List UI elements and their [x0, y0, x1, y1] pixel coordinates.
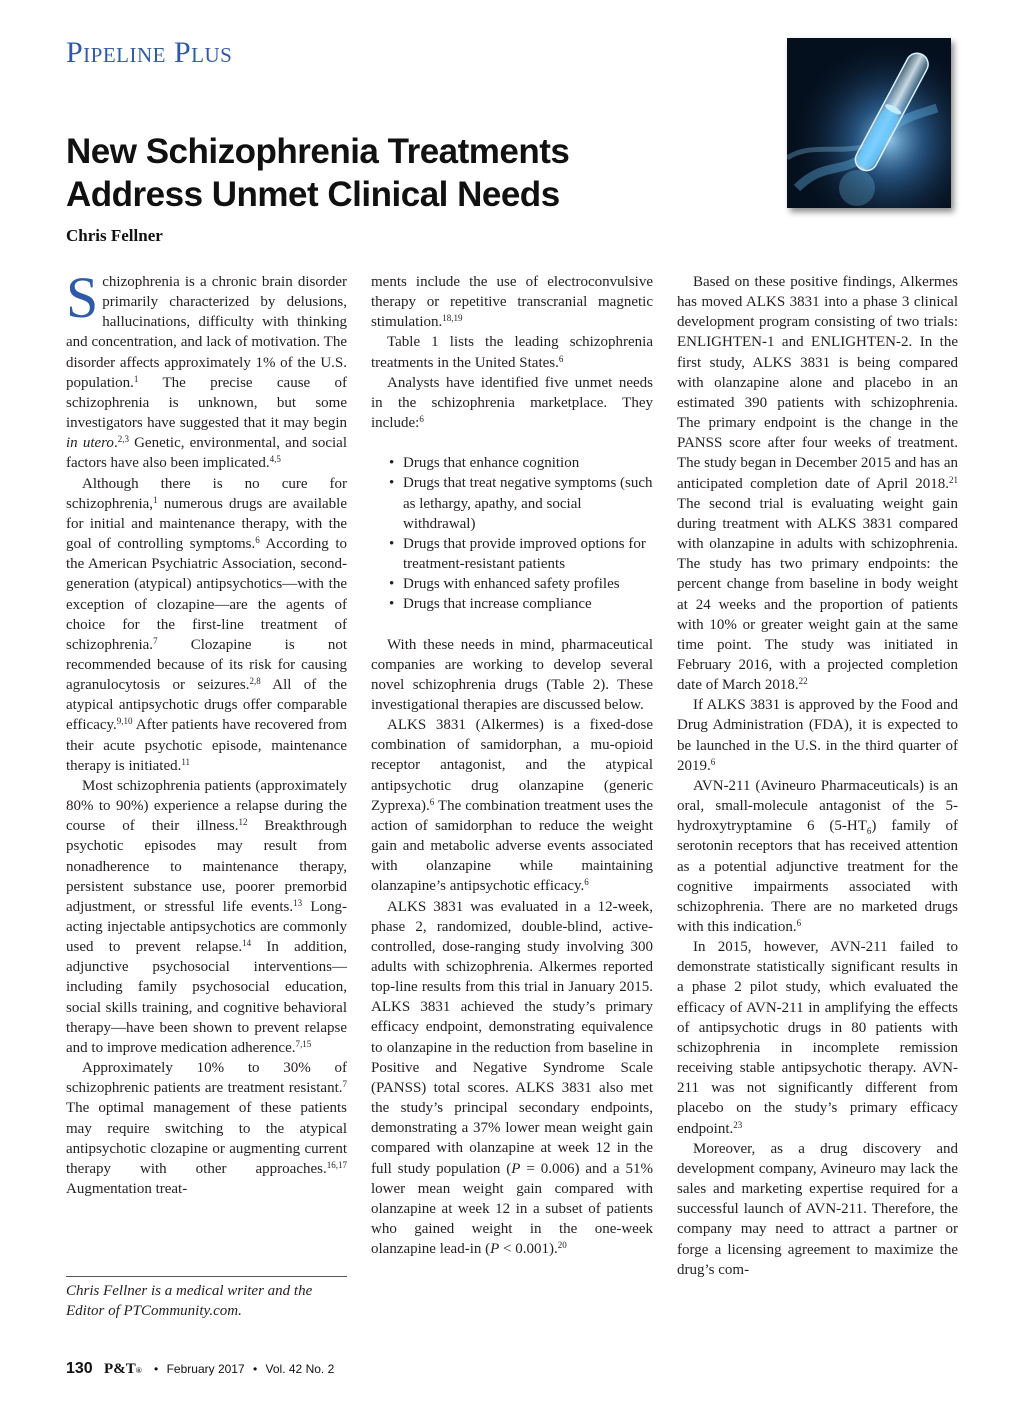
section-label: Pipeline Plus — [66, 36, 233, 69]
article-title-line-1: New Schizophrenia Treatments — [66, 132, 570, 171]
drop-cap: S — [66, 265, 99, 330]
paragraph: AVN-211 (Avineuro Pharmaceuticals) is an oral, small-molecule antagonist of the 5-hydroxytryptamine 6 $(5-HT_6)$ family of serotonin receptors that has received attention as a potential adjunctive treatment for the cognitive impairments associated with schizophrenia. There are no marketed drugs with this indication.$^6$ — [677, 777, 958, 935]
paragraph: In 2015, however, AVN-211 failed to demonstrate statistically significant results in a phase 2 pilot study, which evaluated the efficacy of AVN-211 in amplifying the effects of antipsychotic drugs in 80 patients with schizophrenia in incomplete remission receiving stable antipsychotic therapy. AVN-211 was not significantly different from placebo on the study’s primary efficacy endpoint.$^{23}$ — [677, 939, 958, 1137]
test-tube-image — [787, 38, 951, 208]
page-number: 130 — [66, 1360, 93, 1377]
unmet-needs-list — [403, 453, 653, 614]
author-footnote: Chris Fellner is a medical writer and the Editor of PTCommunity.com. — [66, 1283, 313, 1319]
paragraph: Schizophrenia is a chronic brain disorder primarily characterized by delusions, hallucinations, difficulty with thinking and concentration, and lack of motivation. The disorder affects approximately 1% of the U.S. population.$^1$ The precise cause of schizophrenia is unknown, but some investigators have suggested that it may begin in utero.$^{2,3}$ Genetic, environmental, and social factors have also been implicated.$^{4,5}$ — [66, 265, 347, 472]
author-byline: Chris Fellner — [66, 226, 163, 245]
column-2 — [371, 272, 653, 1259]
separator-dot: • — [154, 1362, 159, 1376]
list-item: • Drugs with enhanced safety profiles — [403, 574, 653, 594]
article-title-line-2: Address Unmet Clinical Needs — [66, 175, 560, 214]
paragraph: Table 1 lists the leading schizophrenia treatments in the United States.$^6$ — [371, 334, 653, 371]
paragraph: Most schizophrenia patients (approximately 80% to 90%) experience a relapse during the course of their illness.$^{12}$ Breakthrough psychotic episodes may result from nonadherence to maintenance therapy, persistent substance use, poorer premorbid adjustment, or stressful life events.$^{13}$ Long-acting injectable antipsychotics are commonly used to prevent relapse.$^{14}$ In addition, adjunctive psychosocial interventions—including family psychosocial education, social skills training, and cognitive behavioral therapy—have been shown to prevent relapse and to improve medication adherence.$^{7,15}$ — [66, 777, 348, 1056]
paragraph: Based on these positive findings, Alkermes has moved ALKS 3831 into a phase 3 clinical development program consisting of two trials: ENLIGHTEN-1 and ENLIGHTEN-2. In the first study, ALKS 3831 is being compared with olanzapine alone and placebo in an estimated 390 patients with schizophrenia. The primary endpoint is the change in the PANSS score after four weeks of treatment. The study began in December 2015 and has an anticipated completion date of April 2018.21 The second trial is evaluating weight gain during treatment with ALKS 3831 compared with olanzapine in adults with schizophrenia. The study has two primary endpoints: the percent change from baseline in body weight at 24 weeks and the proportion of patients with 10% or greater weight gain at the same time point. The study was initiated in February 2016, with a projected completion date of March 2018.22 — [677, 274, 958, 694]
volume-number: Vol. 42 No. 2 — [265, 1362, 335, 1376]
paragraph: Approximately 10% to 30% of schizophrenic patients are treatment resistant.$^7$ The optimal management of these patients may require switching to the atypical antipsychotic clozapine or augmenting current therapy with other approaches.$^{16,17}$ Augmentation treat- — [66, 1060, 347, 1198]
list-item: • Drugs that treat negative symptoms (such as lethargy, apathy, and social withdrawal) — [403, 473, 653, 533]
paragraph: Analysts have identified five unmet needs in the schizophrenia marketplace. They include:$^6$ — [371, 374, 653, 432]
separator-dot: • — [252, 1362, 258, 1376]
paragraph: ments include the use of electroconvulsive therapy or repetitive transcranial magnetic stimulation.$^{18,19}$ — [371, 274, 653, 331]
paragraph: Moreover, as a drug discovery and development company, Avineuro may lack the sales and marketing expertise required for a successful launch of AVN-211. Therefore, the company may need to attract a partner or forge a licensing agreement to maximize the drug’s com- — [677, 1140, 958, 1278]
registered-mark: ® — [135, 1366, 142, 1375]
column-3 — [677, 272, 958, 1280]
paragraph: With these needs in mind, pharmaceutical companies are working to develop several novel schizophrenia drugs (Table 2). These investigational therapies are discussed below. — [371, 636, 653, 713]
paragraph: ALKS 3831 was evaluated in a 12-week, phase 2, randomized, double-blind, active-controlled, dose-ranging study involving 300 adults with schizophrenia. Alkermes reported top-line results from this trial in January 2015. ALKS 3831 achieved the study’s primary efficacy endpoint, demonstrating equivalence to olanzapine in the reduction from baseline in Positive and Negative Syndrome Scale (PANSS) total scores. ALKS 3831 also met the study’s principal secondary endpoints, demonstrating a 37% lower mean weight gain compared with olanzapine at week 12 in the full study population (P = 0.006) and a 51% lower mean weight gain compared with olanzapine at week 12 in a subset of patients who gained weight in the one-week olanzapine lead-in (P < 0.001).$^{20}$ — [371, 898, 653, 1258]
paragraph: Although there is no cure for schizophrenia,$^1$ numerous drugs are available for initial and maintenance therapy, with the goal of controlling symptoms.$^6$ According to the American Psychiatric Association, second-generation (atypical) antipsychotics—with the exception of clozapine—are the agents of choice for the first-line treatment of schizophrenia.$^7$ Clozapine is not recommended because of its risk for causing agranulocytosis or seizures.$^{2,8}$ All of the atypical antipsychotic drugs offer comparable efficacy.$^{9,10}$ After patients have recovered from their acute psychotic episode, maintenance therapy is initiated.$^{11}$ — [66, 475, 347, 774]
list-item: • Drugs that enhance cognition — [403, 453, 653, 473]
footnote-divider — [66, 1276, 347, 1277]
paragraph: If ALKS 3831 is approved by the Food and Drug Administration (FDA), it is expected to be launched in the U.S. in the third quarter of 2019.$^6$ — [677, 697, 958, 774]
list-item: • Drugs that provide improved options for treatment-resistant patients — [403, 534, 653, 574]
issue-date: February 2017 — [166, 1362, 245, 1376]
article-title — [66, 130, 686, 216]
paragraph: ALKS 3831 (Alkermes) is a fixed-dose combination of samidorphan, a mu-opioid receptor antagonist, and the atypical antipsychotic drug olanzapine (generic Zyprexa).$^6$ The combination treatment uses the action of samidorphan to reduce the weight gain and metabolic adverse events associated with olanzapine while maintaining olanzapine’s antipsychotic efficacy.$^6$ — [371, 717, 653, 895]
page-footer — [66, 1360, 334, 1378]
column-1 — [66, 265, 348, 1199]
list-item: • Drugs that increase compliance — [403, 594, 653, 614]
journal-name: P&T® — [104, 1361, 142, 1377]
